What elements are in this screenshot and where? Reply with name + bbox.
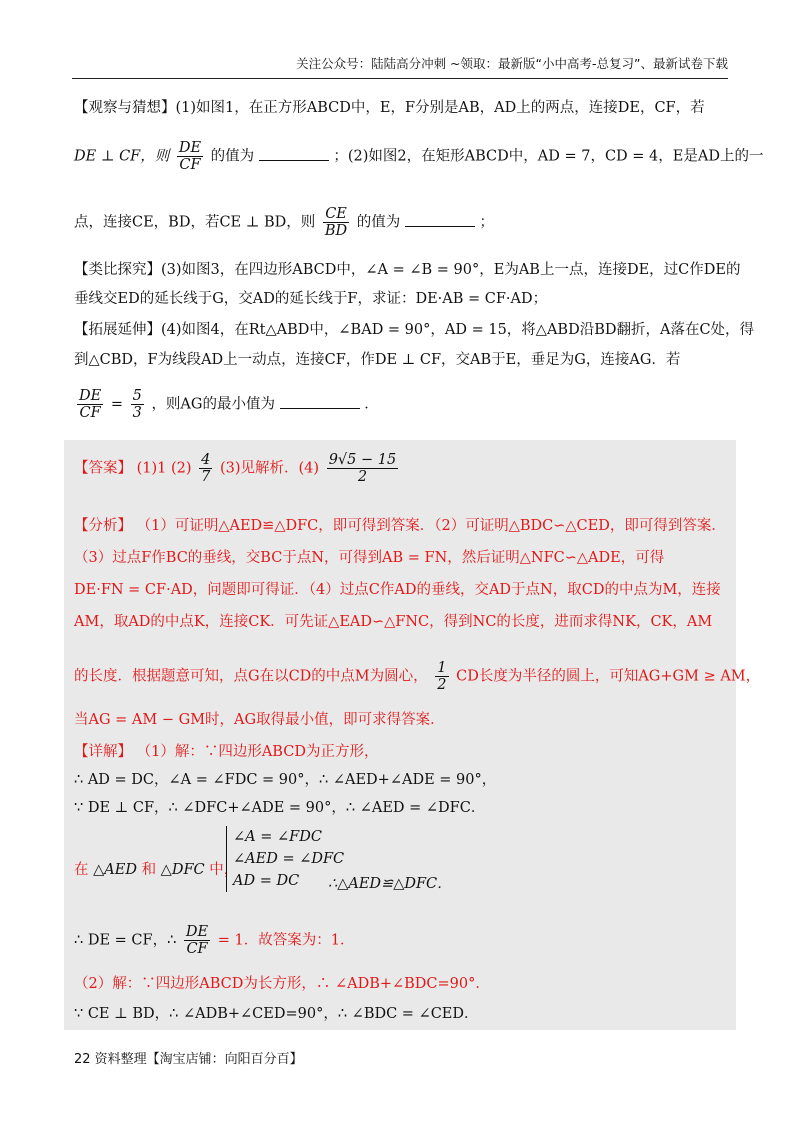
fraction-half: [435, 660, 448, 693]
text: 的值为: [356, 214, 401, 231]
answer-blank-1: [259, 148, 329, 161]
analysis-line5: [74, 660, 760, 693]
answer-2: (2): [170, 460, 192, 477]
condition-3: AD = DC: [233, 873, 300, 889]
frac-den: CF: [179, 157, 201, 173]
answer-blank-2: [405, 214, 475, 227]
text: 中，: [209, 862, 239, 878]
problem-part3-line1: 【类比探究】(3)如图3，在四边形ABCD中，∠A = ∠B = 90°，E为AB上一点，连接DE，过C作DE的: [74, 262, 741, 278]
problem-part1-line2: [74, 140, 763, 173]
analysis-line2: （3）过点F作BC的垂线，交BC于点N，可得到AB = FN，然后证明△NFC∽△ADE，可得: [74, 550, 665, 566]
frac-num: DE: [185, 924, 209, 940]
answer-blank-3: [280, 396, 360, 409]
problem-part3-line2: 垂线交ED的延长线于G，交AD的延长线于F，求证：DE·AB = CF·AD；: [74, 291, 548, 307]
triangle-aed: △AED: [93, 862, 137, 878]
detail-line2: ∴ AD = DC，∠A = ∠FDC = 90°，∴ ∠AED+∠ADE = 90°，: [74, 772, 497, 788]
frac-den: 7: [201, 469, 211, 485]
text: DE ⊥ CF，则: [74, 148, 170, 165]
detail-line4: [74, 858, 238, 879]
frac-num: 1: [437, 660, 447, 676]
text: ∴ DE = CF，∴: [74, 932, 177, 949]
congruence-conditions: [226, 826, 344, 892]
answer-1: (1)1: [136, 460, 167, 477]
problem-part1-line1: 【观察与猜想】(1)如图1，在正方形ABCD中，E，F分别是AB，AD上的两点，连接DE，CF，若: [74, 100, 705, 116]
fraction-de-cf-detail: [184, 924, 210, 957]
text: 的值为: [210, 148, 255, 165]
text: （1）解：∵四边形ABCD为正方形，: [136, 744, 379, 760]
text: CD长度为半径的圆上，可知AG+GM ≥ AM，: [456, 668, 761, 685]
detail-line6: （2）解：∵四边形ABCD为长方形，∴ ∠ADB+∠BDC=90°．: [74, 976, 490, 992]
text: 在: [74, 862, 89, 878]
text: ；(2)如图2，在矩形ABCD中，AD = 7，CD = 4，E是AD上的一: [333, 148, 764, 165]
frac-den: 2: [437, 677, 447, 693]
analysis-line4: AM，取AD的中点K，连接CK．可先证△EAD∽△FNC，得到NC的长度，进而求得NK，CK，AM: [74, 614, 713, 630]
analysis-line1: [74, 514, 726, 535]
detail-line7: ∵ CE ⊥ BD，∴ ∠ADB+∠CED=90°，∴ ∠BDC = ∠CED．: [74, 1006, 479, 1022]
condition-2: ∠AED = ∠DFC: [233, 851, 345, 867]
detail-label: 【详解】: [74, 744, 132, 760]
frac-num: DE: [79, 388, 102, 404]
text: ，则AG的最小值为: [151, 396, 275, 413]
fraction-5-3: [131, 388, 144, 421]
analysis-line3: DE·FN = CF·AD，问题即可得证．（4）过点C作AD的垂线，交AD于点N，取CD的中点为M，连接: [74, 582, 721, 598]
frac-den: BD: [324, 223, 348, 239]
page-header: 关注公众号：陆陆高分冲刺 ~领取：最新版“小中高考-总复习”、最新试卷下载: [72, 54, 728, 79]
text: （1）可证明△AED≌△DFC，即可得到答案．（2）可证明△BDC∽△CED，即可得到答案．: [136, 518, 726, 534]
fraction-de-cf-ratio: [77, 388, 103, 421]
page-footer: 22 资料整理【淘宝店铺：向阳百分百】: [74, 1052, 303, 1067]
fraction-de-cf: [177, 140, 203, 173]
text: 的长度．根据题意可知，点G在以CD的中点M为圆心，: [74, 668, 428, 685]
frac-num: 5: [132, 388, 142, 404]
text: = 1．故答案为：1．: [217, 932, 355, 949]
problem-part4-line1: 【拓展延伸】(4)如图4，在Rt△ABD中，∠BAD = 90°，AD = 15，将△ABD沿BD翻折，A落在C处，得: [74, 322, 755, 338]
analysis-label: 【分析】: [74, 518, 132, 534]
frac-num: 9√5 − 15: [328, 452, 397, 468]
detail-line5: [74, 924, 354, 957]
triangle-dfc: △DFC: [160, 862, 205, 878]
fraction-ce-bd: [323, 206, 349, 239]
detail-line1: [74, 740, 378, 761]
frac-num: CE: [323, 206, 349, 223]
frac-den: CF: [186, 941, 208, 957]
frac-den: CF: [79, 405, 101, 421]
analysis-line6: 当AG = AM − GM时，AG取得最小值，即可求得答案．: [74, 712, 445, 728]
frac-num: DE: [178, 140, 202, 156]
answer-line: [74, 452, 401, 485]
frac-den: 2: [357, 469, 368, 485]
text: ；: [479, 214, 494, 231]
problem-part2-line3: [74, 206, 494, 239]
fraction-4-7: [199, 452, 212, 485]
problem-part4-line3: [74, 388, 379, 421]
condition-1: ∠A = ∠FDC: [233, 829, 322, 845]
frac-num: 4: [201, 452, 211, 468]
problem-part4-line2: 到△CBD，F为线段AD上一动点，连接CF，作DE ⊥ CF，交AB于E，垂足为G，连接AG．若: [74, 352, 681, 368]
text: =: [110, 396, 123, 413]
text: 和: [141, 862, 157, 878]
answer-3-4: (3)见解析．(4): [219, 460, 320, 477]
answer-label: 【答案】: [74, 460, 132, 477]
frac-den: 3: [132, 405, 142, 421]
detail-conclusion: ∴△AED≌△DFC．: [328, 876, 452, 892]
detail-line3: ∵ DE ⊥ CF，∴ ∠DFC+∠ADE = 90°，∴ ∠AED = ∠DFC．: [74, 800, 486, 816]
text: 点，连接CE，BD，若CE ⊥ BD，则: [74, 214, 316, 231]
text: ．: [364, 396, 379, 413]
fraction-final-answer: [327, 452, 399, 485]
